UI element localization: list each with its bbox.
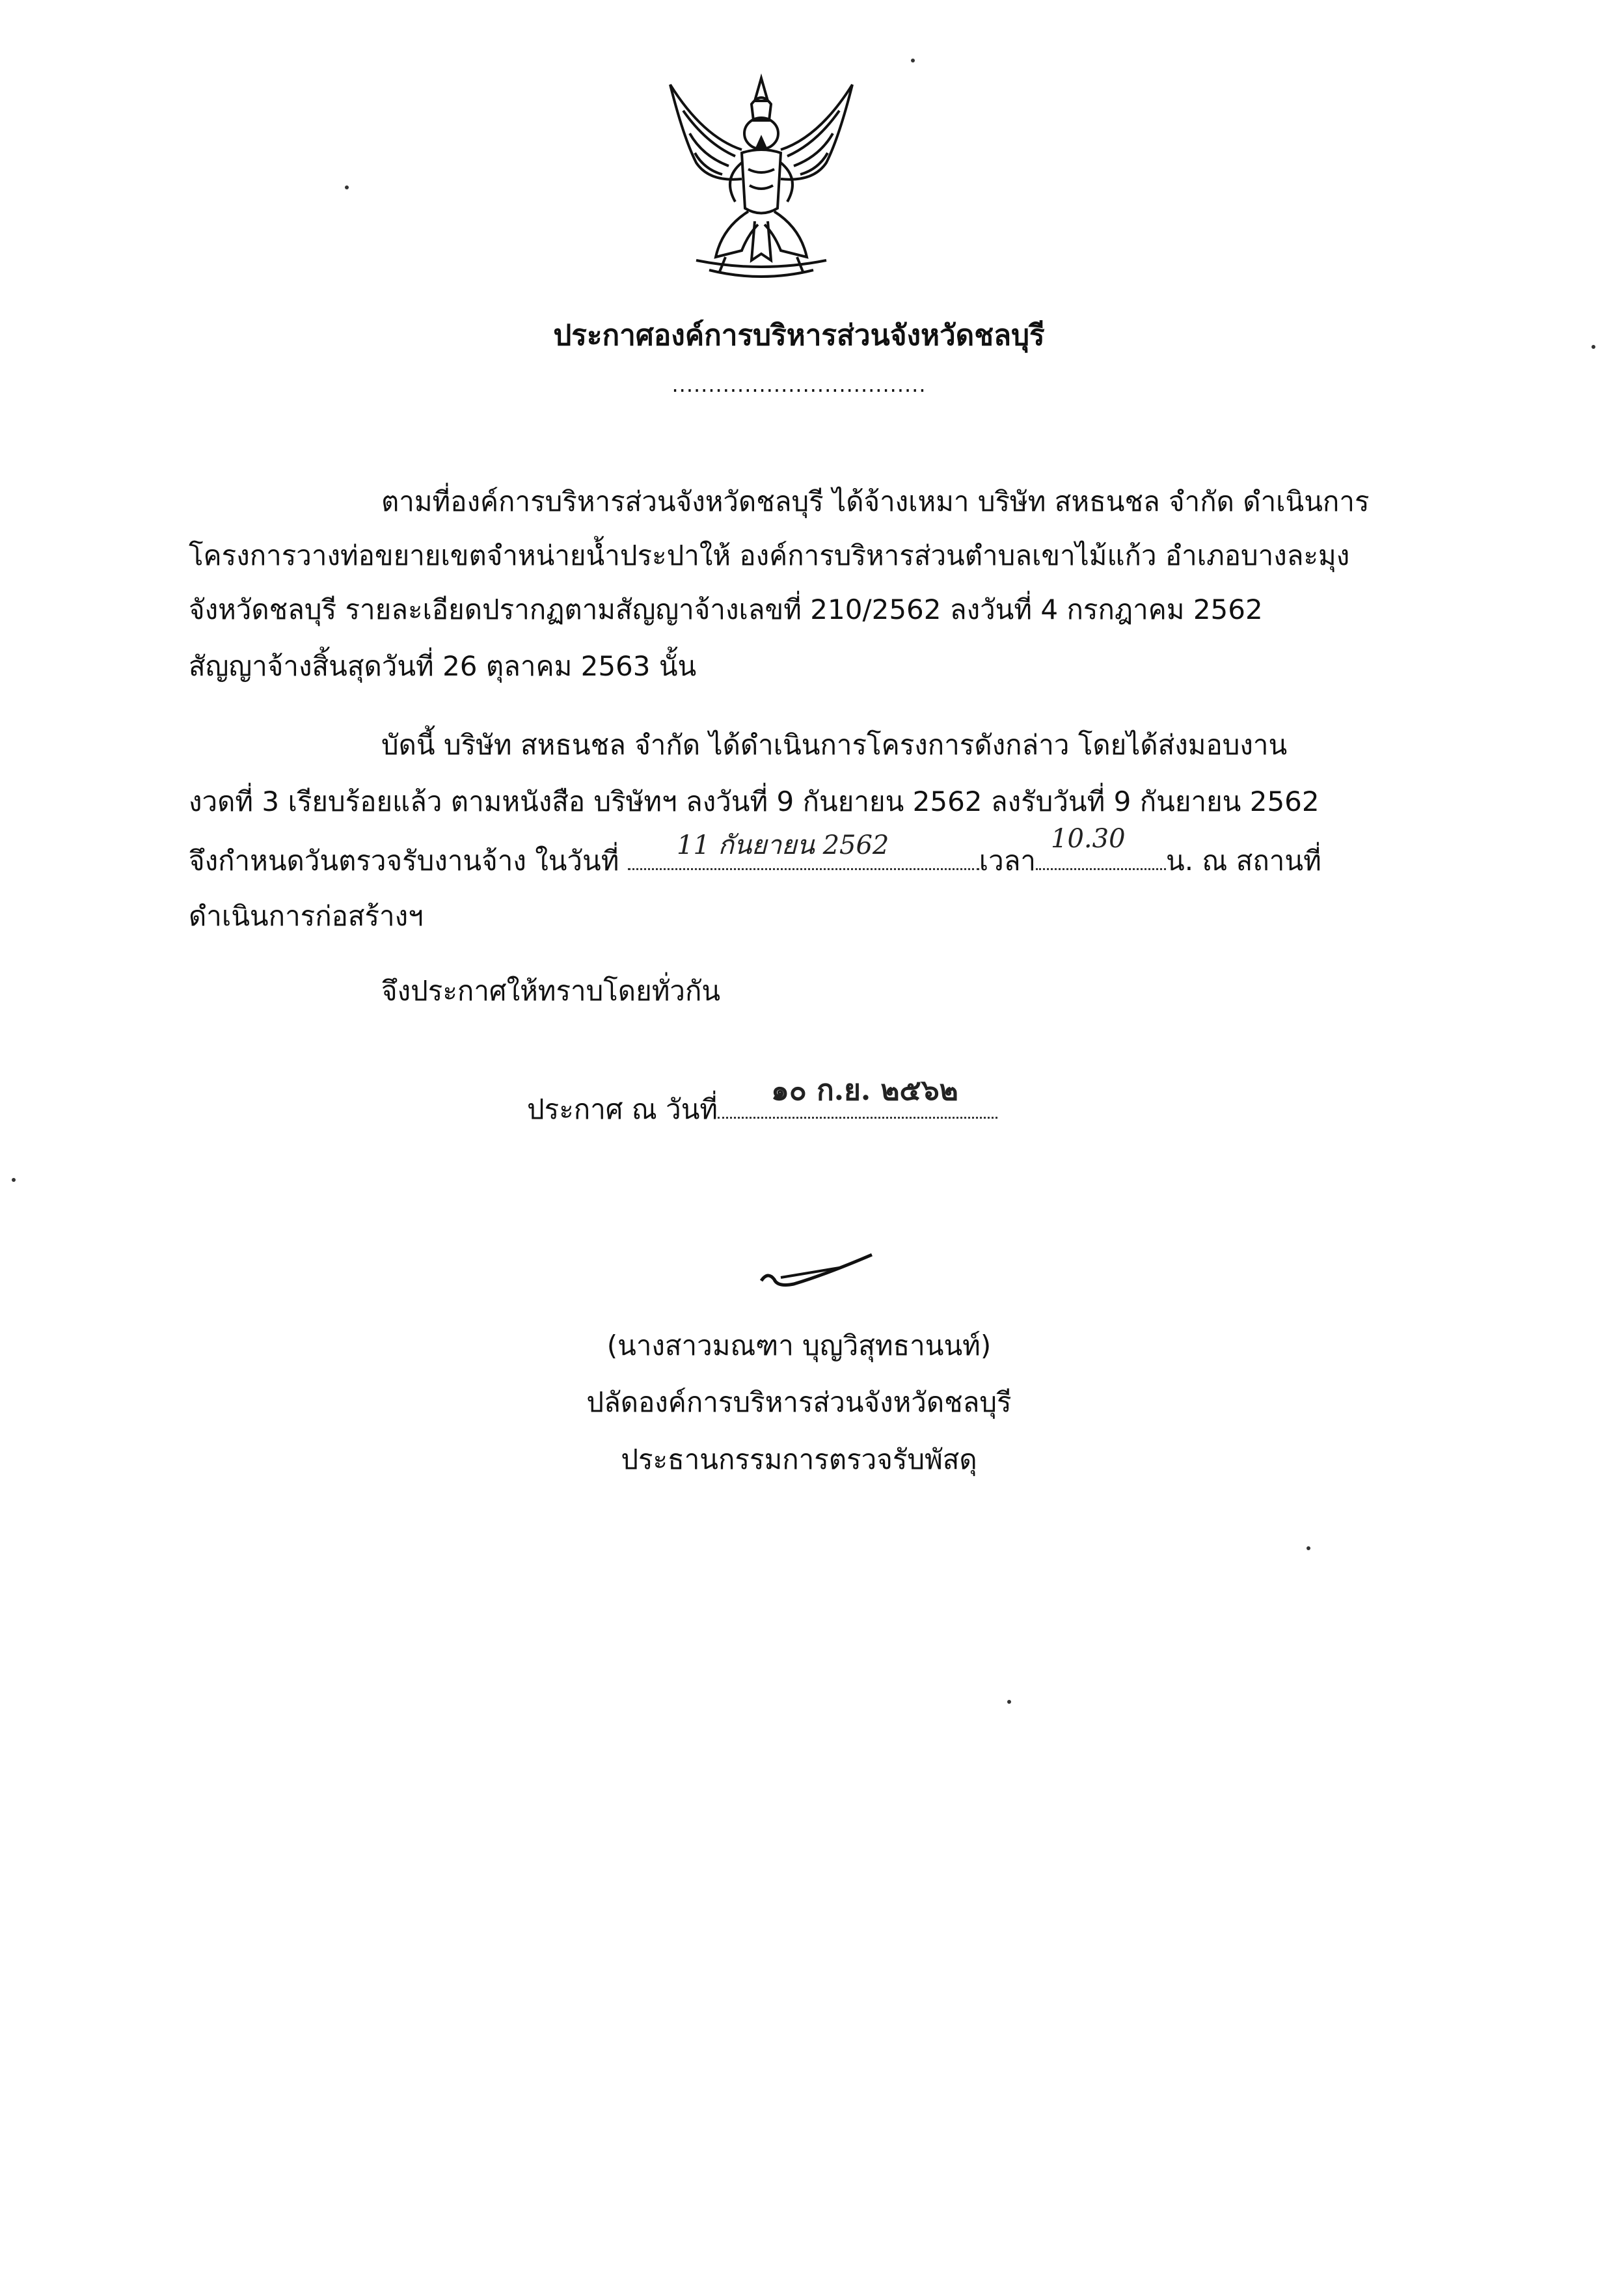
document-title: ประกาศองค์การบริหารส่วนจังหวัดชลบุรี	[553, 319, 1045, 352]
inspection-place-label: น. ณ สถานที่	[1166, 845, 1321, 877]
scan-speck	[1007, 1700, 1011, 1704]
para1-line3: จังหวัดชลบุรี รายละเอียดปรากฏตามสัญญาจ้างเลขที่ 210/2562 ลงวันที่ 4 กรกฎาคม 2562	[189, 594, 1263, 625]
inspection-time-label: เวลา	[979, 845, 1036, 877]
inspection-date-label: จึงกำหนดวันตรวจรับงานจ้าง ในวันที่	[189, 845, 628, 877]
signatory-name: (นางสาวมณฑา บุญวิสุทธานนท์)	[606, 1330, 992, 1361]
handwritten-announce-date: ๑๐ ก.ย. ๒๕๖๒	[771, 1074, 958, 1107]
scan-speck	[911, 59, 915, 62]
scan-speck	[1591, 345, 1595, 349]
para1-line4: สัญญาจ้างสิ้นสุดวันที่ 26 ตุลาคม 2563 นั้น	[189, 650, 697, 682]
garuda-emblem-icon	[644, 65, 878, 299]
scan-speck	[1307, 1546, 1310, 1550]
handwritten-inspection-date: 11 กันยายน 2562	[677, 830, 889, 860]
signatory-position: ปลัดองค์การบริหารส่วนจังหวัดชลบุรี	[586, 1386, 1012, 1418]
announce-date-label: ประกาศ ณ วันที่	[527, 1093, 718, 1125]
signatory-role: ประธานกรรมการตรวจรับพัสดุ	[621, 1443, 977, 1475]
para2-line2: งวดที่ 3 เรียบร้อยแล้ว ตามหนังสือ บริษัทฯ ลงวันที่ 9 กันยายน 2562 ลงรับวันที่ 9 กันยายน 2562	[189, 786, 1320, 817]
para1-line2: โครงการวางท่อขยายเขตจำหน่ายน้ำประปาให้ องค์การบริหารส่วนตำบลเขาไม้แก้ว อำเภอบางละมุง	[189, 540, 1350, 571]
para2-line1: บัดนี้ บริษัท สหธนชล จำกัด ได้ดำเนินการโครงการดังกล่าว โดยได้ส่งมอบงาน	[381, 729, 1288, 761]
signature-icon	[755, 1248, 878, 1300]
para1-line1: ตามที่องค์การบริหารส่วนจังหวัดชลบุรี ได้จ้างเหมา บริษัท สหธนชล จำกัด ดำเนินการ	[381, 485, 1370, 517]
handwritten-inspection-time: 10.30	[1051, 824, 1126, 854]
scan-speck	[12, 1178, 16, 1182]
scan-speck	[345, 185, 349, 189]
para2-line4: ดำเนินการก่อสร้างฯ	[189, 900, 424, 932]
title-separator: ...................................	[671, 372, 927, 397]
para3-line: จึงประกาศให้ทราบโดยทั่วกัน	[381, 975, 721, 1007]
